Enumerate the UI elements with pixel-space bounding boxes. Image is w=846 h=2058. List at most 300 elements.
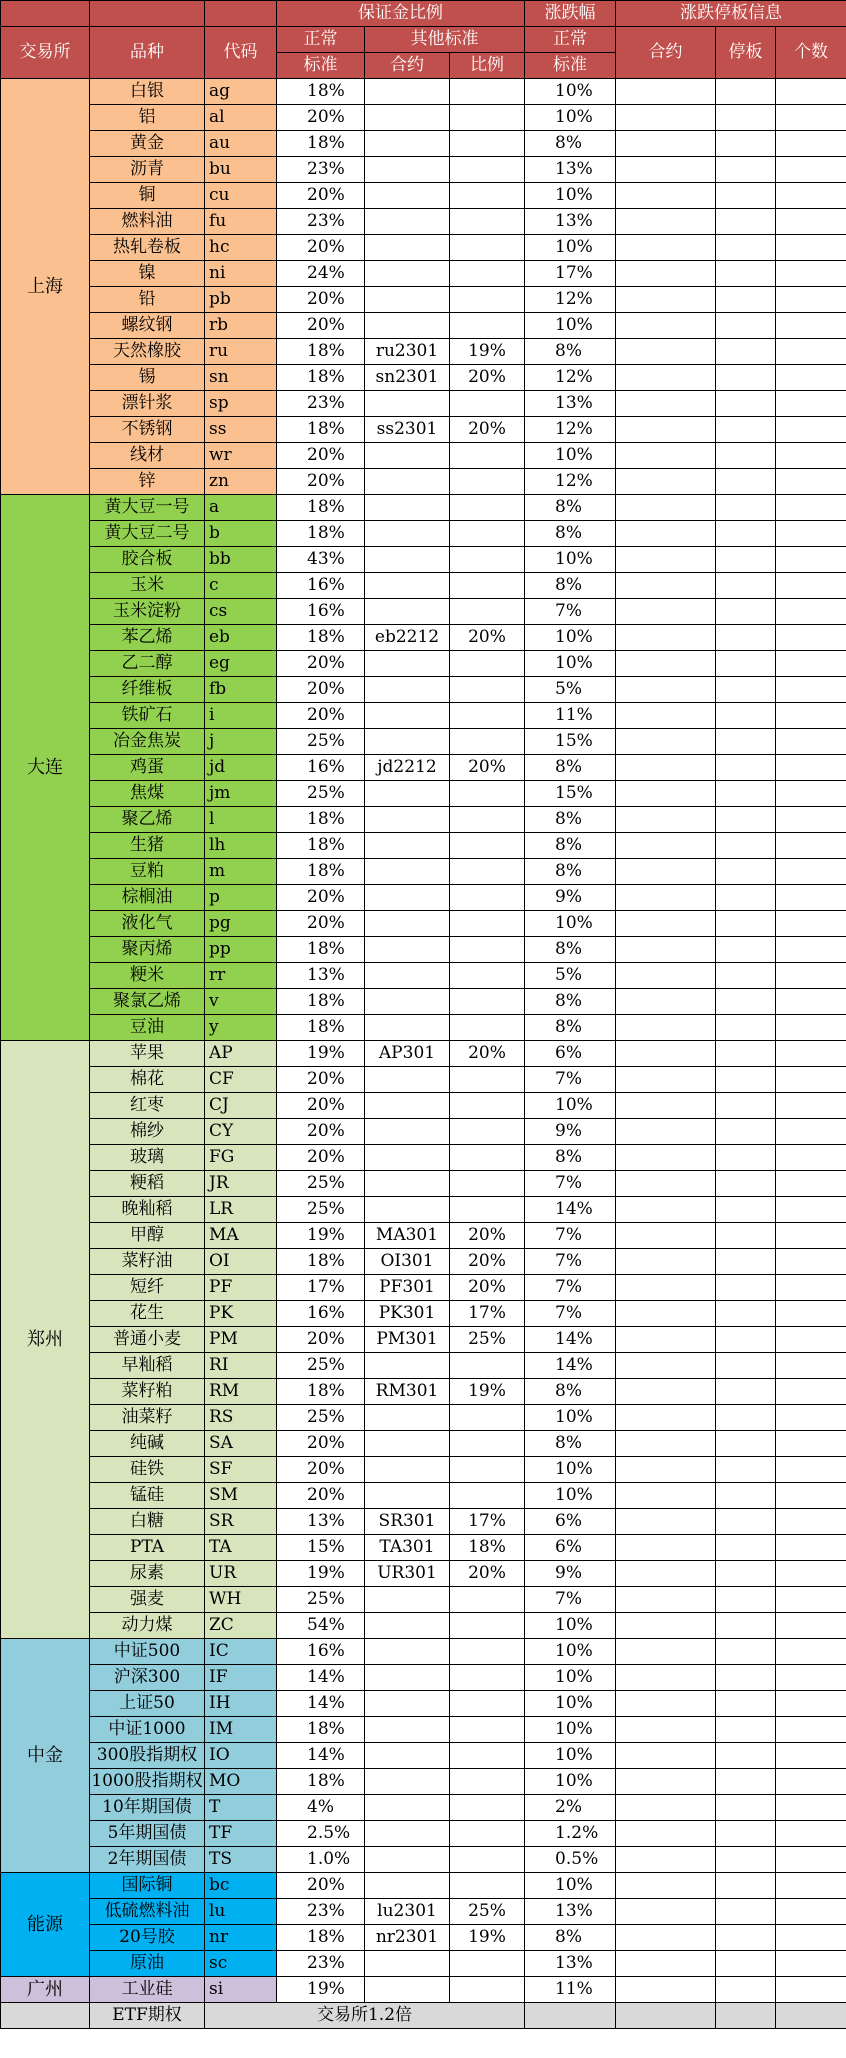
margin-normal-cell: 25%	[277, 729, 365, 755]
product-cell: 黄大豆二号	[90, 521, 205, 547]
other-contract-cell	[365, 105, 450, 131]
other-contract-cell	[365, 1353, 450, 1379]
other-ratio-cell: 20%	[450, 755, 525, 781]
limit-contract-cell	[616, 1041, 716, 1067]
limit-normal-cell: 8%	[525, 1925, 616, 1951]
product-cell: 甲醇	[90, 1223, 205, 1249]
other-contract-cell	[365, 547, 450, 573]
margin-normal-cell: 16%	[277, 573, 365, 599]
product-cell: 聚氯乙烯	[90, 989, 205, 1015]
product-cell: 粳稻	[90, 1171, 205, 1197]
code-cell: RS	[205, 1405, 277, 1431]
limit-normal-cell: 6%	[525, 1535, 616, 1561]
code-cell: WH	[205, 1587, 277, 1613]
margin-normal-cell: 18%	[277, 1717, 365, 1743]
limit-count-cell	[776, 1145, 846, 1171]
other-contract-cell: jd2212	[365, 755, 450, 781]
limit-count-cell	[776, 703, 846, 729]
margin-normal-cell: 20%	[277, 1457, 365, 1483]
footer-label: ETF期权	[90, 2003, 205, 2029]
limit-count-cell	[776, 365, 846, 391]
product-cell: 普通小麦	[90, 1327, 205, 1353]
other-ratio-cell	[450, 1717, 525, 1743]
limit-board-cell	[716, 105, 776, 131]
code-cell: hc	[205, 235, 277, 261]
product-cell: 中证1000	[90, 1717, 205, 1743]
table-body	[1, 1, 846, 2029]
margin-normal-cell: 18%	[277, 131, 365, 157]
margin-normal-cell: 18%	[277, 1249, 365, 1275]
limit-normal-cell: 12%	[525, 417, 616, 443]
limit-board-cell	[716, 1301, 776, 1327]
other-ratio-cell	[450, 547, 525, 573]
limit-normal-cell: 10%	[525, 1483, 616, 1509]
product-cell: 粳米	[90, 963, 205, 989]
product-cell: 聚乙烯	[90, 807, 205, 833]
code-cell: ni	[205, 261, 277, 287]
product-cell: 燃料油	[90, 209, 205, 235]
footer-blank-cell	[616, 2003, 716, 2029]
limit-contract-cell	[616, 703, 716, 729]
limit-contract-cell	[616, 547, 716, 573]
limit-count-cell	[776, 443, 846, 469]
limit-contract-cell	[616, 157, 716, 183]
code-cell: CF	[205, 1067, 277, 1093]
code-cell: j	[205, 729, 277, 755]
margin-normal-cell: 20%	[277, 1119, 365, 1145]
limit-count-cell	[776, 937, 846, 963]
other-contract-cell	[365, 729, 450, 755]
product-cell: 鸡蛋	[90, 755, 205, 781]
product-cell: 上证50	[90, 1691, 205, 1717]
other-contract-cell	[365, 1587, 450, 1613]
limit-board-cell	[716, 1691, 776, 1717]
product-cell: 白糖	[90, 1509, 205, 1535]
limit-board-cell	[716, 1509, 776, 1535]
margin-normal-cell: 23%	[277, 391, 365, 417]
other-contract-cell: SR301	[365, 1509, 450, 1535]
other-contract-cell: MA301	[365, 1223, 450, 1249]
product-cell: 短纤	[90, 1275, 205, 1301]
limit-count-cell	[776, 1223, 846, 1249]
limit-count-cell	[776, 209, 846, 235]
limit-board-cell	[716, 1925, 776, 1951]
margin-normal-cell: 20%	[277, 885, 365, 911]
margin-normal-cell: 20%	[277, 1093, 365, 1119]
footer-blank-cell	[716, 2003, 776, 2029]
limit-contract-cell	[616, 1873, 716, 1899]
table-row	[1, 1015, 846, 1041]
limit-contract-cell	[616, 443, 716, 469]
product-cell: 热轧卷板	[90, 235, 205, 261]
code-cell: PM	[205, 1327, 277, 1353]
other-ratio-cell	[450, 963, 525, 989]
other-ratio-cell	[450, 1171, 525, 1197]
limit-count-cell	[776, 963, 846, 989]
limit-contract-cell	[616, 79, 716, 105]
product-cell: 苯乙烯	[90, 625, 205, 651]
limit-normal-cell: 8%	[525, 807, 616, 833]
code-cell: IH	[205, 1691, 277, 1717]
product-cell: 中证500	[90, 1639, 205, 1665]
limit-board-cell	[716, 261, 776, 287]
limit-contract-cell	[616, 1795, 716, 1821]
table-row	[1, 443, 846, 469]
margin-normal-cell: 13%	[277, 1509, 365, 1535]
product-cell: 棉花	[90, 1067, 205, 1093]
limit-normal-cell: 10%	[525, 1093, 616, 1119]
limit-normal-cell: 10%	[525, 183, 616, 209]
header-blank-cell	[90, 1, 205, 27]
product-cell: 锌	[90, 469, 205, 495]
limit-contract-cell	[616, 1405, 716, 1431]
product-cell: 苹果	[90, 1041, 205, 1067]
limit-count-cell	[776, 183, 846, 209]
other-ratio-cell	[450, 1431, 525, 1457]
limit-normal-cell: 8%	[525, 755, 616, 781]
limit-contract-cell	[616, 1899, 716, 1925]
table-row	[1, 1249, 846, 1275]
other-ratio-cell	[450, 651, 525, 677]
code-cell: cu	[205, 183, 277, 209]
product-cell: 1000股指期权	[90, 1769, 205, 1795]
limit-board-cell	[716, 781, 776, 807]
code-cell: al	[205, 105, 277, 131]
limit-count-cell	[776, 287, 846, 313]
margin-normal-cell: 20%	[277, 313, 365, 339]
limit-count-cell	[776, 1899, 846, 1925]
product-cell: 螺纹钢	[90, 313, 205, 339]
margin-normal-cell: 16%	[277, 1301, 365, 1327]
table-row	[1, 599, 846, 625]
table-row	[1, 339, 846, 365]
limit-count-cell	[776, 131, 846, 157]
limit-contract-cell	[616, 1379, 716, 1405]
limit-contract-cell	[616, 209, 716, 235]
limit-board-cell	[716, 547, 776, 573]
limit-board-cell	[716, 1171, 776, 1197]
margin-normal-cell: 24%	[277, 261, 365, 287]
other-contract-cell	[365, 1795, 450, 1821]
table-row	[1, 313, 846, 339]
header-other-standard: 其他标准	[365, 27, 525, 53]
limit-contract-cell	[616, 1587, 716, 1613]
margin-normal-cell: 18%	[277, 859, 365, 885]
margin-normal-cell: 25%	[277, 1587, 365, 1613]
code-cell: MO	[205, 1769, 277, 1795]
code-cell: pb	[205, 287, 277, 313]
margin-normal-cell: 19%	[277, 1977, 365, 2003]
table-row	[1, 911, 846, 937]
limit-board-cell	[716, 1197, 776, 1223]
limit-count-cell	[776, 1925, 846, 1951]
limit-normal-cell: 13%	[525, 157, 616, 183]
code-cell: TS	[205, 1847, 277, 1873]
limit-normal-cell: 8%	[525, 521, 616, 547]
product-cell: 花生	[90, 1301, 205, 1327]
other-contract-cell	[365, 989, 450, 1015]
other-ratio-cell: 17%	[450, 1509, 525, 1535]
limit-count-cell	[776, 807, 846, 833]
other-contract-cell	[365, 157, 450, 183]
limit-normal-cell: 10%	[525, 1691, 616, 1717]
footer-blank-cell	[1, 2003, 90, 2029]
table-row	[1, 1223, 846, 1249]
other-ratio-cell	[450, 937, 525, 963]
limit-board-cell	[716, 1145, 776, 1171]
other-ratio-cell	[450, 261, 525, 287]
limit-normal-cell: 9%	[525, 1119, 616, 1145]
limit-contract-cell	[616, 1327, 716, 1353]
code-cell: nr	[205, 1925, 277, 1951]
limit-count-cell	[776, 1171, 846, 1197]
product-cell: 5年期国债	[90, 1821, 205, 1847]
table-row	[1, 1899, 846, 1925]
other-contract-cell: PM301	[365, 1327, 450, 1353]
limit-contract-cell	[616, 261, 716, 287]
other-ratio-cell	[450, 677, 525, 703]
margin-normal-cell: 18%	[277, 1769, 365, 1795]
other-ratio-cell	[450, 469, 525, 495]
limit-normal-cell: 10%	[525, 547, 616, 573]
limit-board-cell	[716, 1119, 776, 1145]
margin-normal-cell: 25%	[277, 1353, 365, 1379]
product-cell: 强麦	[90, 1587, 205, 1613]
other-ratio-cell	[450, 1795, 525, 1821]
limit-board-cell	[716, 183, 776, 209]
limit-normal-cell: 10%	[525, 1743, 616, 1769]
code-cell: sn	[205, 365, 277, 391]
other-ratio-cell	[450, 235, 525, 261]
other-contract-cell: lu2301	[365, 1899, 450, 1925]
limit-contract-cell	[616, 1067, 716, 1093]
other-contract-cell: nr2301	[365, 1925, 450, 1951]
table-row	[1, 1977, 846, 2003]
limit-count-cell	[776, 1691, 846, 1717]
limit-contract-cell	[616, 1613, 716, 1639]
other-ratio-cell	[450, 807, 525, 833]
margin-normal-cell: 1.0%	[277, 1847, 365, 1873]
table-row	[1, 1795, 846, 1821]
limit-normal-cell: 13%	[525, 391, 616, 417]
limit-contract-cell	[616, 1717, 716, 1743]
margin-normal-cell: 19%	[277, 1223, 365, 1249]
limit-contract-cell	[616, 1275, 716, 1301]
margin-normal-cell: 18%	[277, 1015, 365, 1041]
table-row	[1, 1483, 846, 1509]
footer-note: 交易所1.2倍	[205, 2003, 525, 2029]
table-row	[1, 1665, 846, 1691]
other-ratio-cell	[450, 859, 525, 885]
code-cell: T	[205, 1795, 277, 1821]
other-ratio-cell	[450, 1015, 525, 1041]
table-row	[1, 885, 846, 911]
product-cell: 低硫燃料油	[90, 1899, 205, 1925]
limit-contract-cell	[616, 755, 716, 781]
limit-count-cell	[776, 521, 846, 547]
margin-normal-cell: 18%	[277, 79, 365, 105]
limit-board-cell	[716, 1613, 776, 1639]
code-cell: bb	[205, 547, 277, 573]
limit-board-cell	[716, 1457, 776, 1483]
limit-contract-cell	[616, 573, 716, 599]
limit-contract-cell	[616, 911, 716, 937]
other-ratio-cell	[450, 495, 525, 521]
other-contract-cell	[365, 911, 450, 937]
margin-normal-cell: 16%	[277, 755, 365, 781]
limit-board-cell	[716, 1821, 776, 1847]
limit-board-cell	[716, 625, 776, 651]
limit-count-cell	[776, 313, 846, 339]
limit-normal-cell: 10%	[525, 911, 616, 937]
product-cell: 红枣	[90, 1093, 205, 1119]
table-row	[1, 651, 846, 677]
limit-board-cell	[716, 1951, 776, 1977]
table-row	[1, 521, 846, 547]
other-ratio-cell	[450, 573, 525, 599]
limit-contract-cell	[616, 469, 716, 495]
other-contract-cell	[365, 1171, 450, 1197]
table-row	[1, 1431, 846, 1457]
code-cell: zn	[205, 469, 277, 495]
limit-count-cell	[776, 859, 846, 885]
other-contract-cell	[365, 963, 450, 989]
other-ratio-cell	[450, 183, 525, 209]
limit-contract-cell	[616, 1821, 716, 1847]
limit-board-cell	[716, 1743, 776, 1769]
limit-board-cell	[716, 1535, 776, 1561]
other-ratio-cell: 17%	[450, 1301, 525, 1327]
other-ratio-cell	[450, 1691, 525, 1717]
header-blank-cell	[205, 1, 277, 27]
limit-normal-cell: 2%	[525, 1795, 616, 1821]
other-contract-cell	[365, 1821, 450, 1847]
other-ratio-cell	[450, 833, 525, 859]
table-row	[1, 261, 846, 287]
code-cell: a	[205, 495, 277, 521]
code-cell: m	[205, 859, 277, 885]
limit-normal-cell: 8%	[525, 1379, 616, 1405]
limit-normal-cell: 13%	[525, 1951, 616, 1977]
product-cell: 沥青	[90, 157, 205, 183]
code-cell: eg	[205, 651, 277, 677]
header-limit-normal-bottom: 标准	[525, 53, 616, 79]
margin-normal-cell: 18%	[277, 807, 365, 833]
other-ratio-cell	[450, 1145, 525, 1171]
code-cell: eb	[205, 625, 277, 651]
limit-contract-cell	[616, 391, 716, 417]
margin-normal-cell: 43%	[277, 547, 365, 573]
limit-contract-cell	[616, 1249, 716, 1275]
limit-contract-cell	[616, 1691, 716, 1717]
limit-normal-cell: 8%	[525, 573, 616, 599]
margin-normal-cell: 17%	[277, 1275, 365, 1301]
code-cell: SM	[205, 1483, 277, 1509]
limit-count-cell	[776, 1483, 846, 1509]
footer-blank-cell	[525, 2003, 616, 2029]
other-ratio-cell	[450, 1769, 525, 1795]
other-contract-cell: sn2301	[365, 365, 450, 391]
limit-board-cell	[716, 1249, 776, 1275]
limit-normal-cell: 11%	[525, 703, 616, 729]
product-cell: 晚籼稻	[90, 1197, 205, 1223]
limit-contract-cell	[616, 1197, 716, 1223]
other-ratio-cell	[450, 1613, 525, 1639]
margin-normal-cell: 23%	[277, 209, 365, 235]
code-cell: TF	[205, 1821, 277, 1847]
limit-contract-cell	[616, 1093, 716, 1119]
exchange-cell: 上海	[1, 79, 90, 495]
product-cell: 300股指期权	[90, 1743, 205, 1769]
table-row	[1, 937, 846, 963]
other-contract-cell	[365, 1977, 450, 2003]
table-row	[1, 1821, 846, 1847]
limit-count-cell	[776, 1301, 846, 1327]
limit-board-cell	[716, 1561, 776, 1587]
limit-count-cell	[776, 1405, 846, 1431]
limit-board-cell	[716, 1275, 776, 1301]
header-limit-normal-top: 正常	[525, 27, 616, 53]
other-ratio-cell	[450, 105, 525, 131]
margin-normal-cell: 19%	[277, 1041, 365, 1067]
table-row	[1, 729, 846, 755]
other-ratio-cell: 20%	[450, 417, 525, 443]
limit-board-cell	[716, 287, 776, 313]
other-ratio-cell	[450, 1483, 525, 1509]
margin-normal-cell: 23%	[277, 1899, 365, 1925]
limit-contract-cell	[616, 1925, 716, 1951]
other-contract-cell: OI301	[365, 1249, 450, 1275]
table-row	[1, 1405, 846, 1431]
table-row	[1, 287, 846, 313]
other-contract-cell	[365, 131, 450, 157]
code-cell: ag	[205, 79, 277, 105]
limit-normal-cell: 10%	[525, 1769, 616, 1795]
code-cell: FG	[205, 1145, 277, 1171]
exchange-cell: 广州	[1, 1977, 90, 2003]
other-ratio-cell	[450, 521, 525, 547]
code-cell: SR	[205, 1509, 277, 1535]
other-ratio-cell	[450, 131, 525, 157]
limit-contract-cell	[616, 807, 716, 833]
code-cell: PK	[205, 1301, 277, 1327]
limit-contract-cell	[616, 183, 716, 209]
product-cell: 棕榈油	[90, 885, 205, 911]
limit-board-cell	[716, 963, 776, 989]
table-row	[1, 989, 846, 1015]
code-cell: TA	[205, 1535, 277, 1561]
limit-contract-cell	[616, 1119, 716, 1145]
limit-normal-cell: 10%	[525, 1665, 616, 1691]
code-cell: MA	[205, 1223, 277, 1249]
margin-normal-cell: 18%	[277, 417, 365, 443]
other-ratio-cell	[450, 1821, 525, 1847]
margin-normal-cell: 20%	[277, 287, 365, 313]
other-ratio-cell	[450, 885, 525, 911]
other-contract-cell	[365, 1717, 450, 1743]
product-cell: 天然橡胶	[90, 339, 205, 365]
limit-board-cell	[716, 1899, 776, 1925]
other-contract-cell	[365, 599, 450, 625]
limit-count-cell	[776, 885, 846, 911]
other-contract-cell: RM301	[365, 1379, 450, 1405]
product-cell: 玉米	[90, 573, 205, 599]
other-ratio-cell	[450, 703, 525, 729]
code-cell: jm	[205, 781, 277, 807]
other-ratio-cell	[450, 1587, 525, 1613]
limit-board-cell	[716, 651, 776, 677]
code-cell: i	[205, 703, 277, 729]
